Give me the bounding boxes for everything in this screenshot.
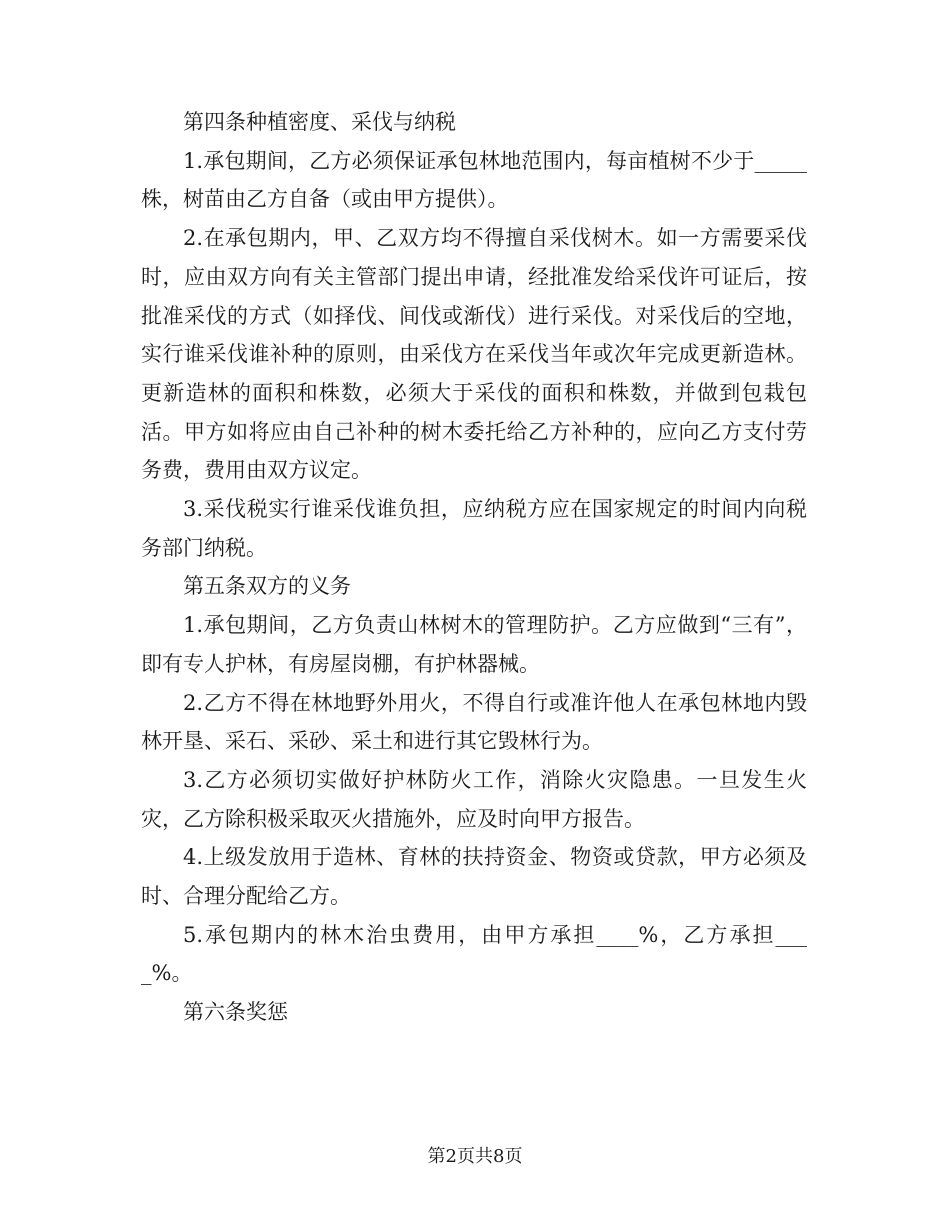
paragraph-pest-control-cost: 5.承包期内的林木治虫费用，由甲方承担____%，乙方承担____%。	[141, 922, 807, 986]
paragraph-logging-tax: 3.采伐税实行谁采伐谁负担，应纳税方应在国家规定的时间内向税务部门纳税。	[141, 497, 807, 560]
section-heading-4: 第四条种植密度、采伐与纳税	[183, 110, 456, 134]
paragraph-fire-prevention: 3.乙方必须切实做好护林防火工作，消除火灾隐患。一旦发生火灾，乙方除积极采取灭火措施外，应及时向甲方报告。	[141, 767, 807, 831]
paragraph-funding-allocation: 4.上级发放用于造林、育林的扶持资金、物资或贷款，甲方必须及时、合理分配给乙方。	[141, 845, 807, 909]
section-heading-5: 第五条双方的义务	[183, 574, 351, 599]
document-body	[141, 103, 807, 1032]
paragraph-fire-restrictions: 2.乙方不得在林地野外用火，不得自行或准许他人在承包林地内毁林开垦、采石、采砂、采土和进行其它毁林行为。	[141, 690, 807, 754]
page-number-footer: 第2页共8页	[427, 1146, 523, 1167]
paragraph-logging-rules: 2.在承包期内，甲、乙双方均不得擅自采伐树木。如一方需要采伐时，应由双方向有关主管部门提出申请，经批准发给采伐许可证后，按批准采伐的方式（如择伐、间伐或渐伐）进行采伐。对采伐后的空地，实行谁采伐谁补种的原则，由采伐方在采伐当年或次年完成更新造林。更新造林的面积和株数，必须大于采伐的面积和株数，并做到包栽包活。甲方如将应由自己补种的树木委托给乙方补种的，应向乙方支付劳务费，费用由双方议定。	[141, 226, 807, 483]
paragraph-forest-protection: 1.承包期间，乙方负责山林树木的管理防护。乙方应做到“三有”，即有专人护林，有房屋岗棚，有护林器械。	[141, 613, 807, 676]
paragraph-planting-density: 1.承包期间，乙方必须保证承包林地范围内，每亩植树不少于_____株，树苗由乙方自备（或由甲方提供）。	[141, 148, 807, 212]
section-heading-6: 第六条奖惩	[183, 1000, 288, 1025]
